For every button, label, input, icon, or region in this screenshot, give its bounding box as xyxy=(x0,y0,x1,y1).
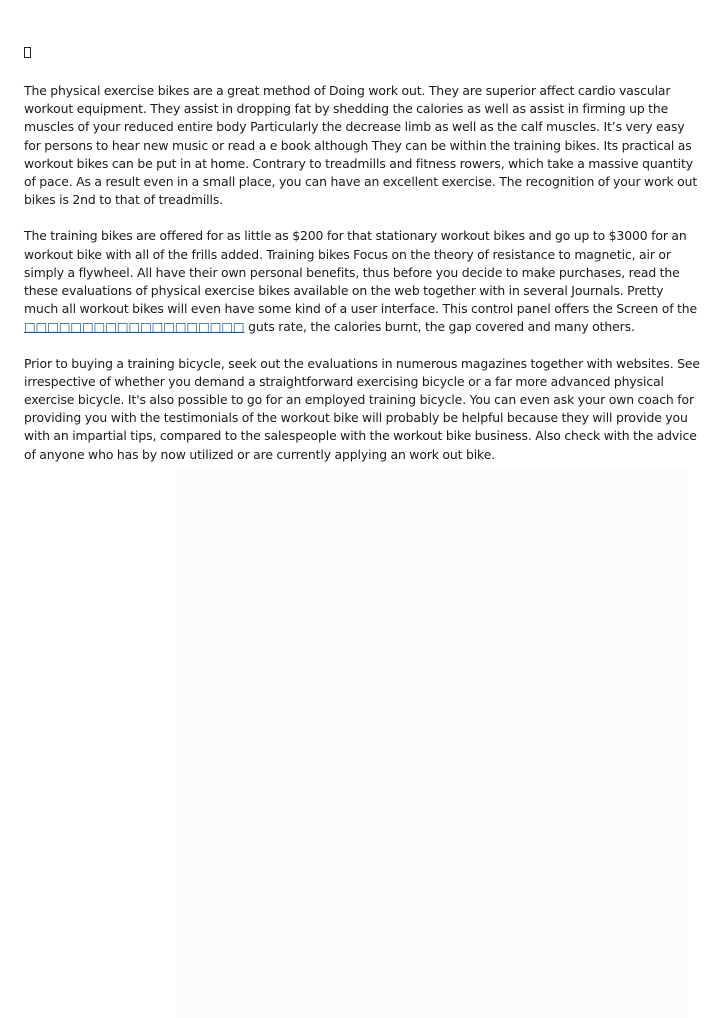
missing-glyph-icon xyxy=(24,47,31,58)
paragraph-1: The physical exercise bikes are a great method of Doing work out. They are superior affect cardio vascular workout equipment. They assist in dropping fat by shedding the calories as well as assist in firming up the muscles of your reduced entire body Particularly the decrease limb as well as the calf muscles. It’s very easy for persons to hear new music or read a e book although They can be within the training bikes. Its practical as workout bikes can be put in at home. Contrary to treadmills and fitness rowers, which take a massive quantity of pace. As a result even in a small place, you can have an excellent exercise. The recognition of your work out bikes is 2nd to that of treadmills. xyxy=(24,83,698,208)
paragraph-2-text-before-link: The training bikes are offered for as little as $200 for that stationary workout bikes and go up to $3000 for an workout bike with all of the frills added. Training bikes Focus on the theory of resistance to magnetic, air or simply a flywheel. All have their own personal benefits, thus before you decide to make purchases, read the these evaluations of physical exercise bikes available on the web together with in several Journals. Pretty much all workout bikes will even have some kind of a user interface. This control panel offers the Screen of the xyxy=(24,228,698,317)
paragraph-2-text-after-link: guts rate, the calories burnt, the gap covered and many others. xyxy=(244,319,635,335)
background-panel xyxy=(176,470,688,1018)
inline-link[interactable]: □□□□□□□□□□□□□□□□□□□ xyxy=(24,319,245,335)
paragraph-2 xyxy=(24,227,700,336)
article-body xyxy=(24,82,700,482)
paragraph-3: Prior to buying a training bicycle, seek out the evaluations in numerous magazines together with websites. See irrespective of whether you demand a straightforward exercising bicycle or a far more advanced physical exercise bicycle. It's also possible to go for an employed training bicycle. You can even ask your own coach for providing you with the testimonials of the workout bike will probably be helpful because they will provide you with an impartial tips, compared to the salespeople with the workout bike business. Also check with the advice of anyone who has by now utilized or are currently applying an work out bike. xyxy=(24,355,700,462)
